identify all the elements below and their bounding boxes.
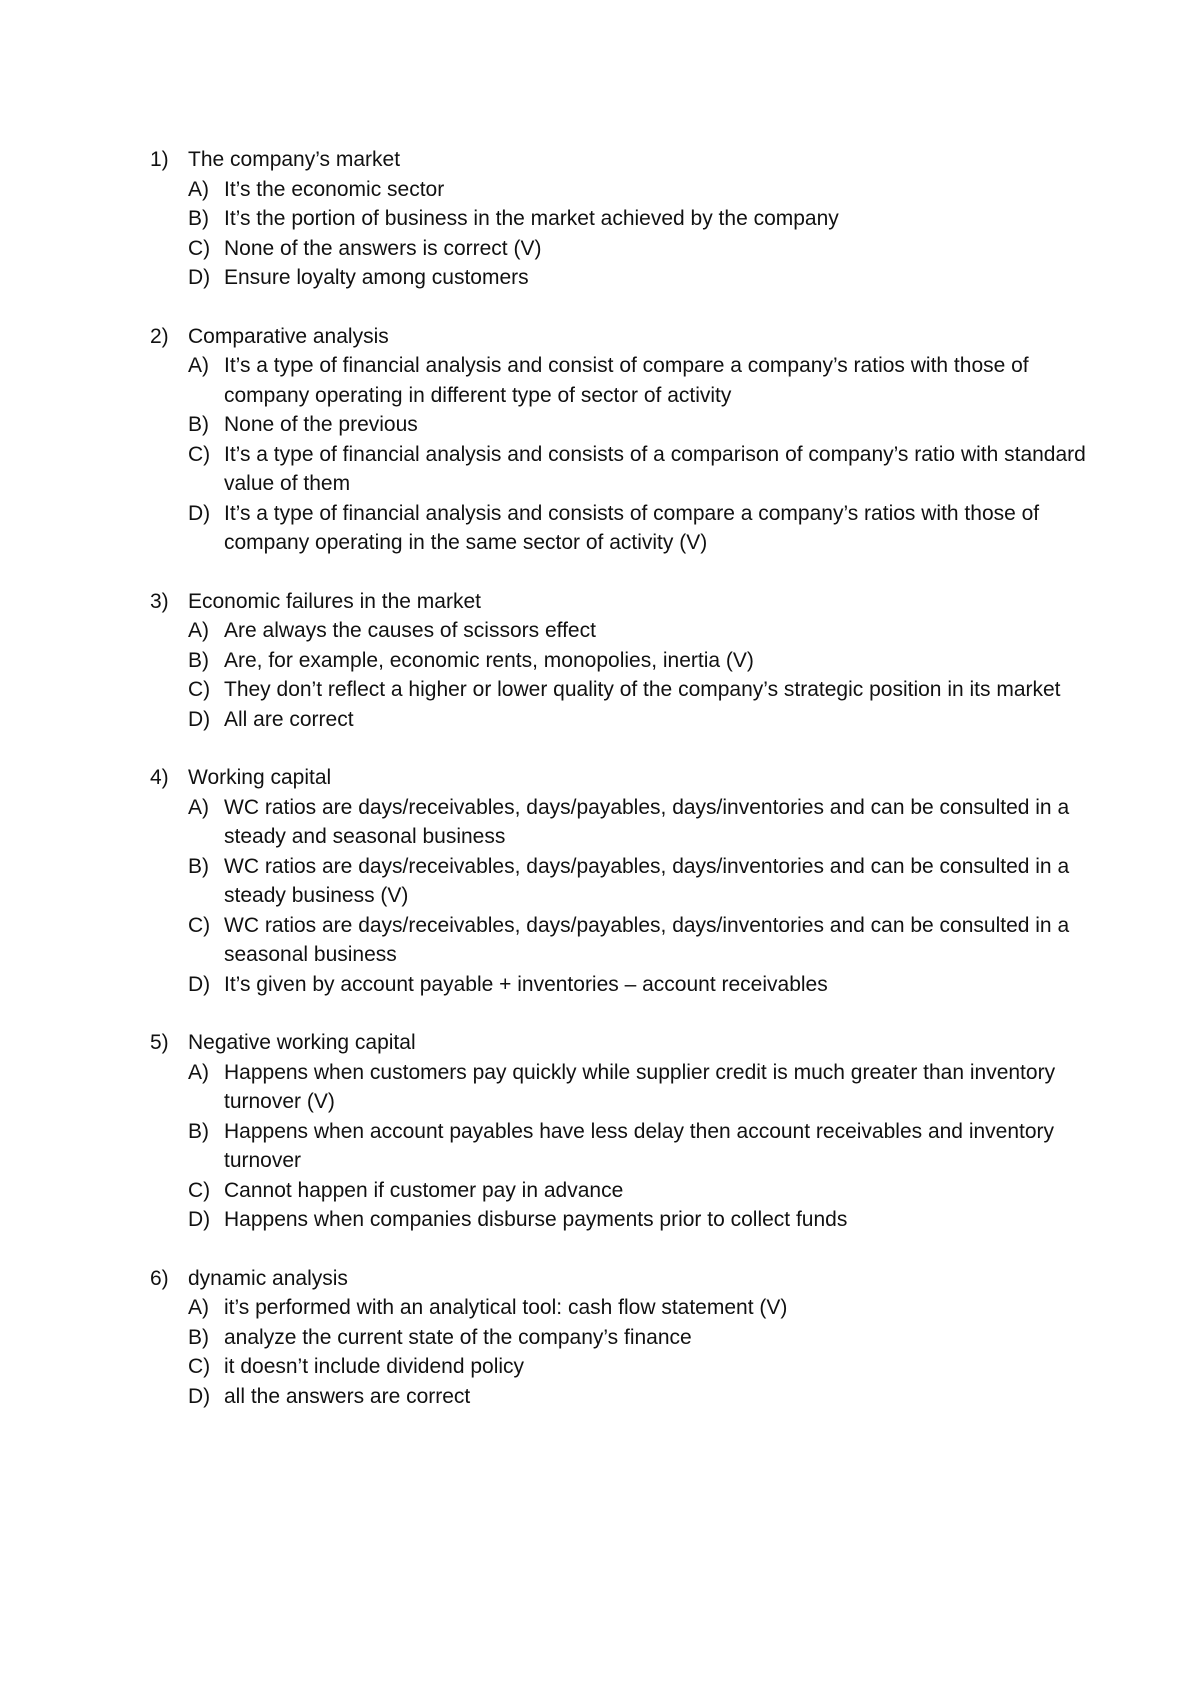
question-1 bbox=[150, 145, 1090, 293]
question-heading bbox=[150, 1264, 1090, 1294]
option-text: Ensure loyalty among customers bbox=[224, 266, 529, 289]
question-list bbox=[150, 145, 1090, 1440]
answer-option-b bbox=[150, 410, 1090, 440]
option-text: None of the answers is correct (V) bbox=[224, 236, 542, 260]
question-number: 1) bbox=[150, 148, 169, 171]
option-letter: C) bbox=[188, 913, 211, 937]
answer-option-b bbox=[150, 204, 1090, 234]
question-heading bbox=[150, 587, 1090, 617]
option-text: Happens when customers pay quickly while supplier credit is much greater than inventory turnover (V) bbox=[224, 1060, 1056, 1113]
option-letter: B) bbox=[188, 854, 209, 878]
option-text: It’s a type of financial analysis and consists of compare a company’s ratios with those of company operating in the same sector of activity (V) bbox=[224, 501, 1040, 554]
option-letter: D) bbox=[188, 501, 211, 525]
answer-option-c bbox=[150, 234, 1090, 264]
question-4 bbox=[150, 763, 1090, 999]
option-text: It’s the portion of business in the market achieved by the company bbox=[224, 207, 839, 230]
answer-option-a bbox=[150, 175, 1090, 205]
option-text: analyze the current state of the company’s finance bbox=[224, 1325, 692, 1349]
option-letter: C) bbox=[188, 236, 211, 260]
option-letter: B) bbox=[188, 1119, 209, 1143]
option-text: It’s a type of financial analysis and consists of a comparison of company’s ratio with standard value of them bbox=[224, 442, 1086, 495]
option-letter: B) bbox=[188, 413, 209, 436]
option-letter: D) bbox=[188, 266, 211, 289]
question-heading bbox=[150, 1028, 1090, 1058]
option-text: It’s a type of financial analysis and consist of compare a company’s ratios with those of company operating in different type of sector of activity bbox=[224, 354, 1029, 407]
option-text: It’s given by account payable + inventories – account receivables bbox=[224, 972, 828, 996]
question-number: 4) bbox=[150, 766, 169, 789]
option-text: All are correct bbox=[224, 707, 354, 731]
option-letter: C) bbox=[188, 1355, 211, 1378]
option-text: Are, for example, economic rents, monopolies, inertia (V) bbox=[224, 648, 754, 672]
option-text: Are always the causes of scissors effect bbox=[224, 619, 596, 642]
question-title: Negative working capital bbox=[188, 1031, 416, 1054]
option-text: Happens when account payables have less delay then account receivables and inventory turnover bbox=[224, 1119, 1055, 1172]
option-text: WC ratios are days/receivables, days/payables, days/inventories and can be consulted in a seasonal business bbox=[224, 913, 1070, 966]
option-text: They don’t reflect a higher or lower quality of the company’s strategic position in its market bbox=[224, 678, 1061, 701]
option-letter: D) bbox=[188, 1208, 211, 1231]
answer-option-d bbox=[150, 1382, 1090, 1412]
answer-option-a bbox=[150, 616, 1090, 646]
question-title: Comparative analysis bbox=[188, 324, 389, 348]
option-letter: A) bbox=[188, 354, 209, 377]
question-5 bbox=[150, 1028, 1090, 1235]
option-text: it doesn’t include dividend policy bbox=[224, 1355, 525, 1378]
option-text: None of the previous bbox=[224, 413, 418, 436]
option-text: WC ratios are days/receivables, days/payables, days/inventories and can be consulted in a steady and seasonal business bbox=[224, 795, 1070, 848]
answer-option-b bbox=[150, 1323, 1090, 1353]
option-text: all the answers are correct bbox=[224, 1384, 471, 1408]
option-text: Happens when companies disburse payments prior to collect funds bbox=[224, 1208, 848, 1231]
answer-option-a bbox=[150, 1293, 1090, 1323]
answer-option-c bbox=[150, 675, 1090, 705]
question-heading bbox=[150, 763, 1090, 793]
answer-option-c bbox=[150, 1176, 1090, 1206]
answer-option-b bbox=[150, 1117, 1090, 1176]
answer-option-c bbox=[150, 911, 1090, 970]
option-letter: A) bbox=[188, 795, 209, 819]
answer-option-d bbox=[150, 705, 1090, 735]
option-text: WC ratios are days/receivables, days/payables, days/inventories and can be consulted in a steady business (V) bbox=[224, 854, 1070, 907]
option-letter: A) bbox=[188, 177, 209, 201]
question-2 bbox=[150, 322, 1090, 558]
answer-option-b bbox=[150, 852, 1090, 911]
answer-option-d bbox=[150, 263, 1090, 293]
option-letter: B) bbox=[188, 1325, 209, 1349]
answer-option-a bbox=[150, 1058, 1090, 1117]
question-title: Economic failures in the market bbox=[188, 589, 481, 613]
option-letter: C) bbox=[188, 442, 211, 466]
option-letter: B) bbox=[188, 648, 209, 672]
option-letter: C) bbox=[188, 678, 211, 701]
option-letter: D) bbox=[188, 707, 211, 731]
question-heading bbox=[150, 145, 1090, 175]
answer-option-b bbox=[150, 646, 1090, 676]
question-heading bbox=[150, 322, 1090, 352]
option-letter: A) bbox=[188, 1060, 209, 1084]
option-text: Cannot happen if customer pay in advance bbox=[224, 1178, 624, 1202]
question-6 bbox=[150, 1264, 1090, 1412]
option-letter: A) bbox=[188, 619, 209, 642]
question-number: 2) bbox=[150, 324, 169, 348]
answer-option-d bbox=[150, 1205, 1090, 1235]
answer-option-d bbox=[150, 499, 1090, 558]
option-letter: C) bbox=[188, 1178, 211, 1202]
option-letter: D) bbox=[188, 1384, 211, 1408]
option-letter: A) bbox=[188, 1296, 209, 1319]
answer-option-c bbox=[150, 1352, 1090, 1382]
question-number: 3) bbox=[150, 589, 169, 613]
option-text: It’s the economic sector bbox=[224, 177, 445, 201]
answer-option-a bbox=[150, 351, 1090, 410]
option-letter: D) bbox=[188, 972, 211, 996]
question-title: Working capital bbox=[188, 766, 332, 789]
question-title: dynamic analysis bbox=[188, 1266, 348, 1290]
answer-option-c bbox=[150, 440, 1090, 499]
answer-option-d bbox=[150, 970, 1090, 1000]
option-text: it’s performed with an analytical tool: cash flow statement (V) bbox=[224, 1296, 788, 1319]
question-3 bbox=[150, 587, 1090, 735]
answer-option-a bbox=[150, 793, 1090, 852]
question-number: 6) bbox=[150, 1266, 169, 1290]
question-title: The company’s market bbox=[188, 148, 401, 171]
option-letter: B) bbox=[188, 207, 209, 230]
question-number: 5) bbox=[150, 1031, 169, 1054]
